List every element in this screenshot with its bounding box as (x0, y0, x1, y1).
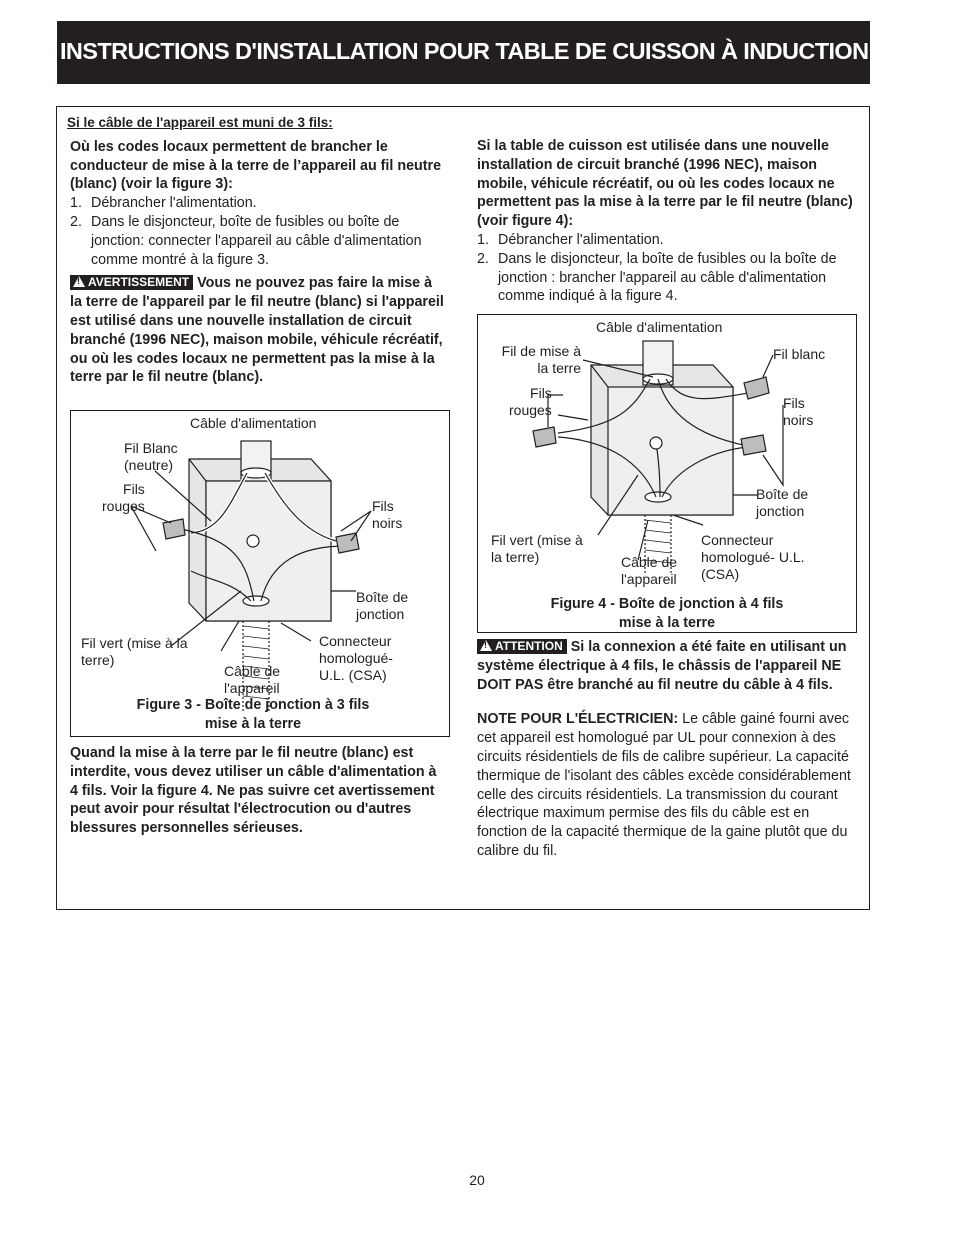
note-label: NOTE POUR L'ÉLECTRICIEN: (477, 711, 679, 728)
right-lower (477, 638, 859, 861)
fig3-green-wire-label: Fil vert (mise à la terre) (81, 635, 188, 668)
left-column (67, 114, 447, 387)
figure-4 (477, 314, 857, 633)
warning-triangle-icon (480, 640, 492, 651)
warning-text: Vous ne pouvez pas faire la mise à la terre de l'appareil par le fil neutre (blanc) si l'appareil est utilisé dans une nouvelle installation de circuit branché (1996 NEC), maison mobile, véhicule récréatif, ou où les codes locaux ne permettent pas la mise à la terre par le fil neutre (blanc). (70, 275, 444, 386)
fig4-box-label: Boîte de jonction (756, 486, 809, 519)
list-item: 1. Débrancher l'alimentation. (70, 195, 257, 212)
list-item: 1. Débrancher l'alimentation. (477, 231, 664, 248)
fig4-ground-wire-label: Fil de mise à la terre (501, 343, 581, 376)
fig3-appliance-cable-label: Câble de l'appareil (224, 663, 281, 696)
fig4-green-wire-label: Fil vert (mise à la terre) (491, 532, 583, 565)
fig4-connector-label: Connecteur homologué- U.L. (CSA) (701, 532, 805, 582)
right-column (477, 137, 859, 306)
fig3-connector-label: Connecteur homologué- U.L. (CSA) (319, 633, 393, 683)
warning-triangle-icon (73, 276, 85, 287)
attention-block (477, 638, 859, 694)
fig4-power-cable-label: Câble d'alimentation (596, 319, 723, 335)
fig3-power-cable-label: Câble d'alimentation (190, 415, 317, 431)
right-intro: Si la table de cuisson est utilisée dans une nouvelle installation de circuit branché (1996 NEC), maison mobile, véhicule récréatif, ou où les codes locaux ne permettent pas la mise à la terre par le fil neutre (blanc) (voir figure 4): (477, 138, 853, 230)
figure-3-caption: Figure 3 - Boîte de jonction à 3 fils mise à la terre (136, 697, 370, 732)
fig4-appliance-cable-label: Câble de l'appareil (621, 554, 678, 587)
attention-text: Si la connexion a été faite en utilisant un système électrique à 4 fils, le châssis de l'appareil NE DOIT PAS être branché au fil neutre du câble à 4 fils. (477, 639, 847, 693)
fig4-black-wires-label: Fils noirs (783, 395, 814, 428)
warning-badge: !AVERTISSEMENT (70, 275, 193, 290)
fig3-white-wire-label: Fil Blanc (neutre) (124, 440, 178, 473)
warning-block (67, 274, 447, 387)
section-subheading: Si le câble de l'appareil est muni de 3 fils: (67, 115, 333, 130)
left-steps (67, 194, 447, 269)
electrician-note (477, 710, 859, 860)
left-intro: Où les codes locaux permettent de brancher le conducteur de mise à la terre de l’appareil au fil neutre (blanc) (voir la figure 3): (70, 138, 442, 193)
page-number: 20 (469, 1172, 485, 1188)
figure-3 (70, 410, 450, 737)
fig4-white-wire-label: Fil blanc (773, 346, 826, 362)
right-steps (477, 231, 859, 306)
fig3-red-wires-label: Fils rouges (102, 481, 145, 514)
list-item: 2. Dans le disjoncteur, la boîte de fusibles ou la boîte de jonction : brancher l'appareil au câble d'alimentation comme indiqué à la figure 4. (477, 250, 837, 305)
list-item: 2. Dans le disjoncteur, boîte de fusibles ou boîte de jonction: connecter l'appareil au câble d'alimentation comme montré à la figure 3. (70, 213, 422, 268)
fig4-red-wires-label: Fils rouges (509, 385, 552, 418)
fig3-box-label: Boîte de jonction (356, 589, 409, 622)
note-text: Le câble gainé fourni avec cet appareil est homologué par UL pour connexion à des circuits résidentiels de fils de calibre supérieur. La capacité thermique de l'isolant des câbles excède considérablement celle des circuits résidentiels. La transmission du courant électrique maximum permise des fils du câble est en fonction de la capacité thermique de la gaine plutôt que du calibre du fil. (477, 711, 851, 859)
fig3-black-wires-label: Fils noirs (372, 498, 403, 531)
attention-badge: !ATTENTION (477, 639, 567, 654)
page-header-banner (57, 21, 870, 84)
page-title: INSTRUCTIONS D'INSTALLATION POUR TABLE DE CUISSON À INDUCTION (60, 38, 869, 64)
figure-4-caption: Figure 4 - Boîte de jonction à 4 fils mise à la terre (550, 596, 784, 631)
left-closing: Quand la mise à la terre par le fil neutre (blanc) est interdite, vous devez utiliser un câble d'alimentation à 4 fils. Voir la figure 4. Ne pas suivre cet avertissement peut avoir pour résultat l'électrocution ou d'autres blessures personnelles sérieuses. (70, 745, 437, 837)
